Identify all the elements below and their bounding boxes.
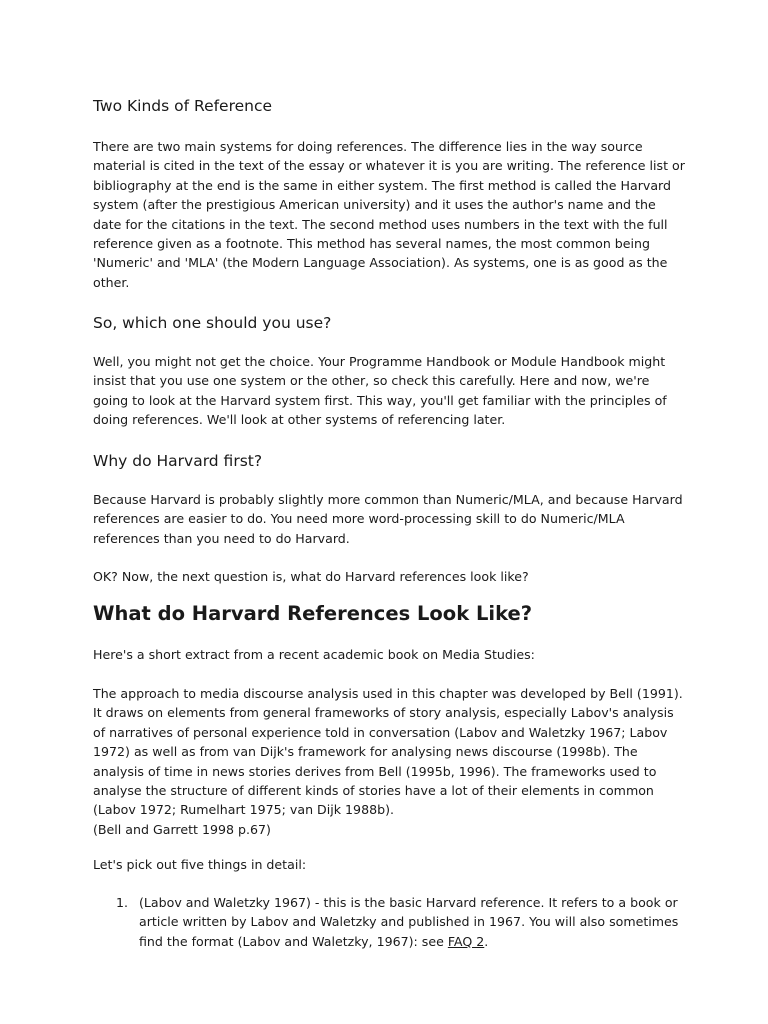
paragraph-line: (Labov 1972; Rumelhart 1975; van Dijk 1988b). bbox=[93, 802, 395, 818]
paragraph-line: 1972) as well as from van Dijk's framework for analysing news discourse (1998b). The bbox=[93, 744, 638, 760]
paragraph-line: other. bbox=[93, 274, 130, 290]
paragraph-line: (Bell and Garrett 1998 p.67) bbox=[93, 821, 271, 837]
paragraph-line: going to look at the Harvard system first. This way, you'll get familiar with the principles of bbox=[93, 392, 667, 408]
paragraph-line: bibliography at the end is the same in either system. The first method is called the Harvard bbox=[93, 177, 671, 193]
paragraph-choice bbox=[93, 352, 668, 430]
paragraph-line: system (after the prestigious American university) and it uses the author's name and the bbox=[93, 197, 656, 213]
paragraph-line: analysis of time in news stories derives from Bell (1995b, 1996). The frameworks used to bbox=[93, 763, 657, 779]
paragraph-line: date for the citations in the text. The second method uses numbers in the text with the full bbox=[93, 216, 668, 232]
paragraph-line: of narratives of personal experience told in conversation (Labov and Waletzky 1967; Labov bbox=[93, 724, 668, 740]
paragraph-line: reference given as a footnote. This method has several names, the most common being bbox=[93, 236, 651, 252]
heading-which-one: So, which one should you use? bbox=[93, 314, 332, 332]
paragraph-line: Let's pick out five things in detail: bbox=[93, 857, 307, 872]
paragraph-line: 'Numeric' and 'MLA' (the Modern Language Association). As systems, one is as good as the bbox=[93, 255, 668, 271]
paragraph-line: insist that you use one system or the other, so check this carefully. Here and now, we're bbox=[93, 373, 650, 389]
paragraph-because bbox=[93, 490, 683, 548]
list-item bbox=[93, 893, 679, 951]
paragraph-line: material is cited in the text of the essay or whatever it is you are writing. The reference list or bbox=[93, 158, 685, 174]
list-item-text: find the format (Labov and Waletzky, 1967): see bbox=[139, 933, 448, 949]
paragraph-line: Well, you might not get the choice. Your Programme Handbook or Module Handbook might bbox=[93, 354, 666, 369]
heading-what-do-harvard-references-look-like: What do Harvard References Look Like? bbox=[93, 602, 533, 625]
list-item-line-with-link bbox=[139, 932, 668, 951]
paragraph-line: Here's a short extract from a recent academic book on Media Studies: bbox=[93, 647, 535, 662]
paragraph-line: The approach to media discourse analysis used in this chapter was developed by Bell (1991). bbox=[93, 686, 683, 701]
heading-two-kinds-of-reference: Two Kinds of Reference bbox=[93, 97, 273, 115]
list-item-line: article written by Labov and Waletzky and published in 1967. You will also sometimes bbox=[139, 914, 679, 930]
paragraph-line: It draws on elements from general frameworks of story analysis, especially Labov's analysis bbox=[93, 705, 674, 721]
paragraph-line: There are two main systems for doing references. The difference lies in the way source bbox=[93, 139, 643, 154]
paragraph-line: references are easier to do. You need more word-processing skill to do Numeric/MLA bbox=[93, 511, 625, 527]
paragraph-line: analyse the structure of different kinds of stories have a lot of their elements in common bbox=[93, 783, 654, 799]
paragraph-intro bbox=[93, 137, 685, 292]
paragraph-line: doing references. We'll look at other systems of referencing later. bbox=[93, 412, 506, 428]
paragraph-next-question bbox=[93, 567, 668, 586]
heading-why-harvard-first: Why do Harvard first? bbox=[93, 452, 263, 470]
paragraph-pick-out bbox=[93, 855, 668, 874]
details-list bbox=[93, 893, 679, 951]
paragraph-line: OK? Now, the next question is, what do Harvard references look like? bbox=[93, 569, 529, 584]
paragraph-extract-quote bbox=[93, 684, 683, 839]
faq-2-link[interactable]: FAQ 2 bbox=[447, 933, 485, 949]
paragraph-extract-intro bbox=[93, 645, 668, 664]
paragraph-line: Because Harvard is probably slightly more common than Numeric/MLA, and because Harvard bbox=[93, 492, 683, 507]
list-item-suffix: . bbox=[484, 933, 489, 949]
paragraph-line: references than you need to do Harvard. bbox=[93, 530, 350, 546]
list-item-number: 1. bbox=[116, 895, 129, 910]
list-item-line: (Labov and Waletzky 1967) - this is the basic Harvard reference. It refers to a book or bbox=[139, 895, 678, 910]
